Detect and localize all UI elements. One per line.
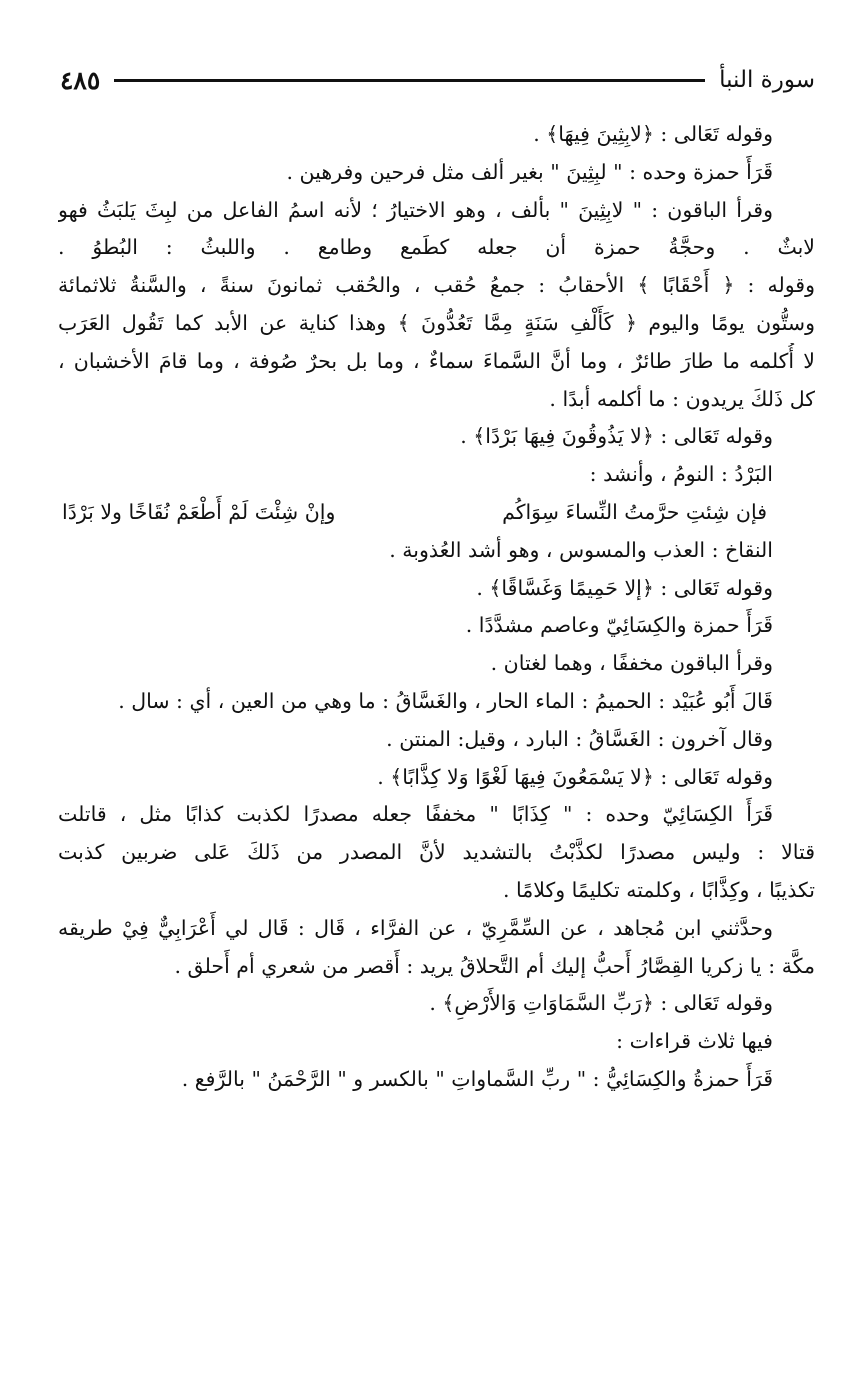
text-line: وقرأ الباقون : " لابِثِينَ " بألف ، وهو الاختيارُ ؛ لأنه اسمُ الفاعل من لبِثَ يَلبَثُ فهو bbox=[58, 197, 773, 222]
text-line: قَالَ أَبُو عُبَيْد : الحميمُ : الماء الحار ، والغَسَّاقُ : ما وهي من العين ، أي : سال . bbox=[118, 688, 773, 713]
header-rule bbox=[114, 79, 705, 82]
text-line: قَرَأَ حمزةُ والكِسَائِيُّ : " ربِّ السَّماواتِ " بالكسر و " الرَّحْمَنُ " بالرَّفع . bbox=[181, 1066, 773, 1091]
text-line: لابثٌ . وحجَّةُ حمزة أن جعله كطَمع وطامع . واللبثُ : البُطوُ . bbox=[58, 235, 815, 260]
text-line: تكذيبًا ، وكِذَّابًا ، وكلمته تكليمًا وكلامًا . bbox=[502, 877, 815, 902]
text-line: قتالا : وليس مصدرًا لكذَّبْتُ بالتشديد لأنَّ المصدر من ذَلكَ عَلى ضربين كذبت bbox=[58, 840, 815, 865]
text-line: وقرأ الباقون مخففًا ، وهما لغتان . bbox=[490, 651, 773, 676]
text-line: وقوله تَعَالى : ﴿إلا حَمِيمًا وَغَسَّاقًا﴾ . bbox=[476, 575, 773, 600]
text-line: قَرَأَ حمزة وحده : " لبِثِينَ " بغير ألف مثل فرحين وفرهين . bbox=[286, 159, 773, 184]
text-line: وقوله تَعَالى : ﴿لا يَذُوقُونَ فِيهَا بَرْدًا﴾ . bbox=[460, 424, 773, 449]
text-line: قَرَأَ حمزة والكِسَائِيّ وعاصم مشدَّدًا . bbox=[465, 613, 773, 638]
text-line: مكَّة : يا زكريا القِصَّارُ أَحبُّ إليك أم التَّحلاقُ يريد : أَقصر من شعري أم أَحلق . bbox=[174, 953, 815, 978]
text-line: البَرْدُ : النومُ ، وأنشد : bbox=[589, 462, 773, 487]
text-line: وقوله تَعَالى : ﴿رَبِّ السَّمَاوَاتِ وَالأَرْضِ﴾ . bbox=[429, 991, 773, 1016]
text-line: وقال آخرون : الغَسَّاقُ : البارد ، وقيل: المنتن . bbox=[386, 726, 773, 751]
text-line: وستُّون يومًا واليوم ﴿ كَأَلْفِ سَنَةٍ مِمَّا تَعُدُّونَ ﴾ وهذا كناية عن الأبد كما تَقُول العَرَب bbox=[58, 310, 815, 335]
text-line: وقوله : ﴿ أَحْقَابًا ﴾ الأحقابُ : جمعُ حُقب ، والحُقب ثمانونَ سنةً ، والسَّنةُ ثلاثمائة bbox=[58, 273, 815, 298]
page-number: ٤٨٥ bbox=[60, 65, 101, 95]
text-line: النقاخ : العذب والمسوس ، وهو أشد العُذوبة . bbox=[389, 537, 773, 562]
text-line: وقوله تَعَالى : ﴿لا يَسْمَعُونَ فِيهَا لَغْوًا وَلا كِذَّابًا﴾ . bbox=[377, 764, 773, 789]
page-header bbox=[60, 62, 815, 98]
poetry-verse bbox=[58, 494, 815, 532]
verse-first-hemistich: فإن شِئتِ حرَّمتُ النِّساءَ سِوَاكُم bbox=[502, 499, 767, 524]
page-body bbox=[58, 116, 815, 1099]
text-line: لا أُكلمه ما طارَ طائرٌ ، وما أنَّ السَّماءَ سماءٌ ، وما بل بحرٌ صُوفة ، وما قامَ الأخشبان ، bbox=[58, 348, 815, 373]
text-line: فيها ثلاث قراءات : bbox=[616, 1029, 773, 1054]
text-line: قَرَأَ الكِسَائِيّ وحده : " كِذَابًا " مخففًا جعله مصدرًا لكذبت كذابًا مثل ، قاتلت bbox=[58, 802, 773, 827]
verse-second-hemistich: وإنْ شِئْتَ لَمْ أَطْعَمْ نُقَاخًا ولا بَرْدًا bbox=[62, 499, 336, 524]
text-line: كل ذَلكَ يريدون : ما أكلمه أبدًا . bbox=[549, 386, 815, 411]
text-line: وحدَّثني ابن مُجاهد ، عن السِّمَّرِيّ ، عن الفرَّاء ، قَال : قَال لي أَعْرَابِيٌّ فِيْ طريقه bbox=[58, 915, 773, 940]
text-line: وقوله تَعَالى : ﴿لابِثِينَ فِيهَا﴾ . bbox=[533, 122, 773, 146]
surah-title: سورة النبأ bbox=[719, 67, 815, 93]
